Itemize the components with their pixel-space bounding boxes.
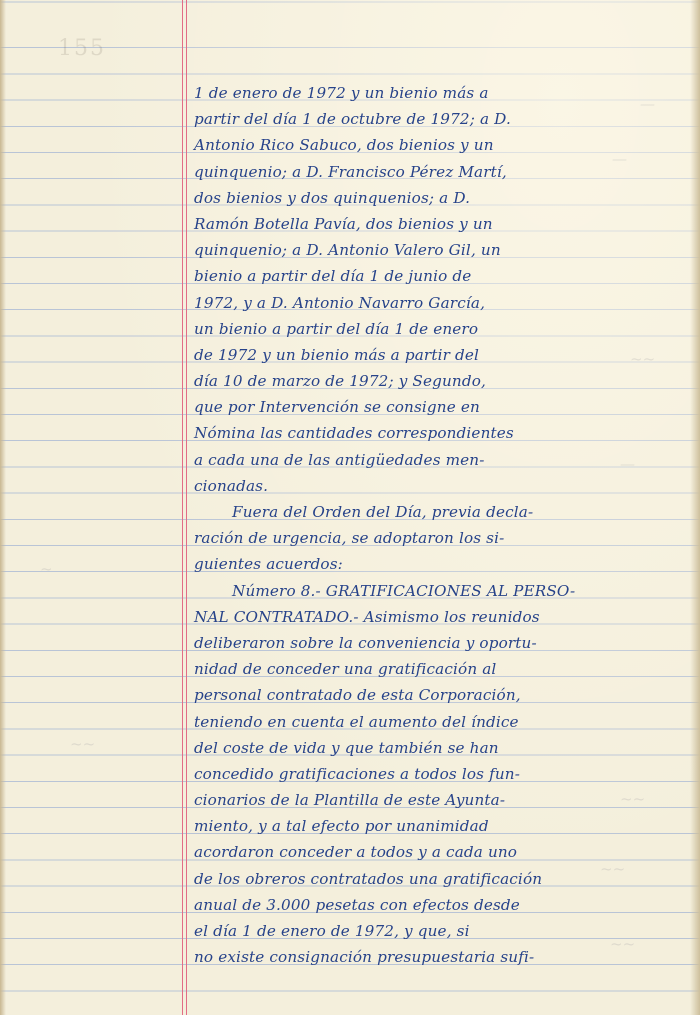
- handwritten-text-block: [194, 80, 662, 970]
- text-line: miento, y a tal efecto por unanimidad: [194, 817, 489, 836]
- text-line: nidad de conceder una gratificación al: [194, 660, 497, 679]
- text-line: acordaron conceder a todos y a cada uno: [194, 843, 518, 862]
- text-line: deliberaron sobre la conveniencia y oportu-: [194, 633, 537, 652]
- text-line: que por Intervención se consigne en: [194, 398, 480, 417]
- bleed-through-marks: — — ~~ — ~ ~~ ~~ ~~ ~~: [40, 95, 656, 953]
- text-line: bienio a partir del día 1 de junio de: [194, 267, 472, 286]
- margin-rule-inner: [186, 0, 187, 1015]
- text-line: un bienio a partir del día 1 de enero: [194, 319, 479, 338]
- page-edge-shadow-right: [690, 0, 700, 1015]
- page-edge-shadow-left: [0, 0, 6, 1015]
- text-line: quinquenio; a D. Francisco Pérez Martí,: [194, 162, 507, 181]
- text-line: personal contratado de esta Corporación,: [194, 686, 521, 705]
- text-line: no existe consignación presupuestaria sufi-: [194, 948, 535, 967]
- text-line: partir del día 1 de octubre de 1972; a D.: [194, 110, 511, 129]
- section-heading-line: Número 8.- GRATIFICACIONES AL PERSO-: [232, 581, 576, 600]
- text-line: anual de 3.000 pesetas con efectos desde: [194, 895, 520, 914]
- text-line: de 1972 y un bienio más a partir del: [194, 345, 480, 364]
- text-line: a cada una de las antigüedades men-: [194, 450, 485, 469]
- text-line: quinquenio; a D. Antonio Valero Gil, un: [194, 241, 501, 260]
- text-line: Ramón Botella Pavía, dos bienios y un: [194, 214, 493, 233]
- text-line: el día 1 de enero de 1972, y que, si: [194, 922, 470, 940]
- paragraph-start-line: Fuera del Orden del Día, previa decla-: [232, 503, 534, 521]
- text-line: cionadas.: [194, 476, 269, 495]
- text-line: NAL CONTRATADO.- Asimismo los reunidos: [194, 607, 540, 626]
- text-line: 1 de enero de 1972 y un bienio más a: [194, 84, 489, 102]
- text-line: Antonio Rico Sabuco, dos bienios y un: [194, 136, 494, 155]
- text-line: ración de urgencia, se adoptaron los si-: [194, 529, 505, 548]
- margin-rule-outer: [182, 0, 183, 1015]
- text-line: día 10 de marzo de 1972; y Segundo,: [194, 372, 487, 391]
- text-line: Nómina las cantidades correspondientes: [194, 424, 514, 443]
- text-line: 1972, y a D. Antonio Navarro García,: [194, 293, 486, 312]
- page-folio-number: 155: [58, 36, 106, 61]
- text-line: teniendo en cuenta el aumento del índice: [194, 712, 519, 731]
- text-line: de los obreros contratados una gratificación: [194, 869, 543, 888]
- text-line: concedido gratificaciones a todos los fun-: [194, 764, 520, 783]
- text-line: cionarios de la Plantilla de este Ayunta-: [194, 791, 506, 810]
- text-line: dos bienios y dos quinquenios; a D.: [194, 188, 471, 207]
- text-line: guientes acuerdos:: [194, 555, 343, 574]
- text-line: del coste de vida y que también se han: [194, 738, 499, 757]
